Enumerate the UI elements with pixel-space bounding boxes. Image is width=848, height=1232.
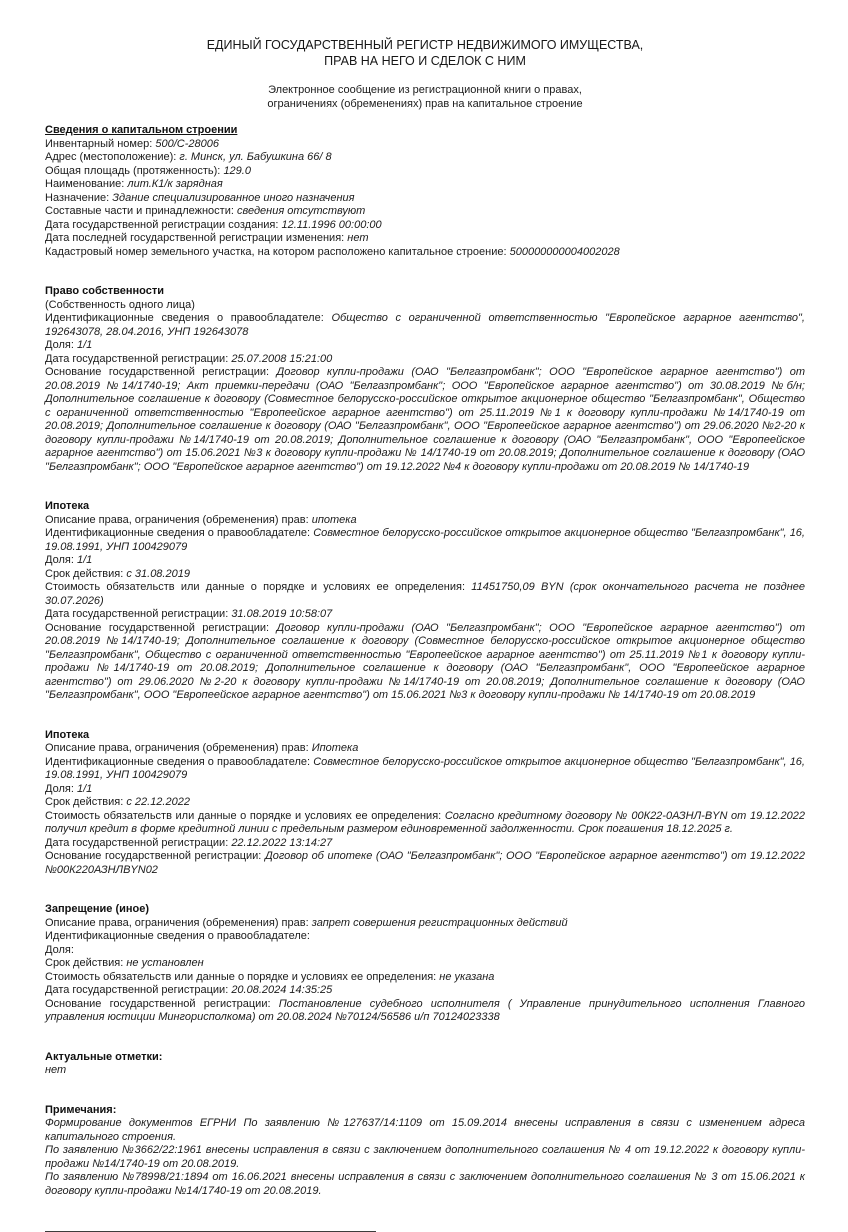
- field-row: [45, 366, 805, 474]
- field-value: Постановление судебного исполнителя ( Управление принудительного исполнения Главного управления юстиции Мингорисполкома) от 20.08.2024 №70124/56586 и/п 70124023338: [45, 997, 805, 1023]
- field-row: [45, 796, 805, 810]
- section-prohibition-other: [45, 903, 805, 1025]
- field-label: Основание государственной регистрации:: [45, 621, 270, 634]
- field-row: [45, 568, 805, 582]
- field-value: 25.07.2008 15:21:00: [231, 352, 333, 365]
- field-value: г. Минск, ул. Бабушкина 66/ 8: [179, 151, 332, 163]
- section-heading: Примечания:: [45, 1103, 117, 1116]
- field-value: Согласно кредитному договору № 00К22-0АЗНЛ-BYN от 19.12.2022 получил кредит в форме кредитной линии с предельным размером единовременной задолженности. Срок погашения 18.12.2025 г.: [45, 809, 806, 835]
- section-notes: [45, 1104, 805, 1199]
- field-row: [45, 957, 805, 971]
- section-mortgage-2: [45, 729, 805, 878]
- field-row: [45, 312, 805, 339]
- field-value: 31.08.2019 10:58:07: [231, 608, 333, 620]
- field-row: [45, 810, 805, 837]
- field-label: Основание государственной регистрации:: [45, 997, 271, 1010]
- field-row: [45, 554, 805, 568]
- field-value: Ипотека: [311, 742, 359, 754]
- registry-title-line1: ЕДИНЫЙ ГОСУДАРСТВЕННЫЙ РЕГИСТР НЕДВИЖИМОГО ИМУЩЕСТВА,: [206, 38, 644, 52]
- field-value: нет: [45, 1064, 67, 1076]
- field-row: [45, 151, 805, 165]
- field-row: [45, 984, 805, 998]
- field-label: Назначение:: [45, 191, 110, 204]
- field-value: Совместное белорусско-российское открытое акционерное общество "Белгазпромбанк", 16, 19.08.1991, УНП 100429079: [45, 755, 805, 781]
- field-row: [45, 514, 805, 528]
- field-value: не установлен: [126, 957, 204, 969]
- field-label: Дата государственной регистрации:: [45, 984, 229, 996]
- field-value: 1/1: [76, 782, 93, 795]
- field-row: [45, 178, 805, 192]
- section-mortgage-1: [45, 500, 805, 703]
- field-row: [45, 742, 805, 756]
- field-label: Срок действия:: [45, 957, 124, 969]
- field-row: [45, 527, 805, 554]
- field-label: Доля:: [45, 782, 74, 795]
- field-row: [45, 232, 805, 246]
- field-value: с 22.12.2022: [126, 796, 190, 808]
- field-value: нет: [347, 232, 369, 244]
- section-heading: Право собственности: [45, 285, 164, 297]
- field-row: [45, 608, 805, 622]
- field-value: 1/1: [76, 554, 93, 566]
- field-label: Описание права, ограничения (обременения) прав:: [45, 916, 309, 929]
- field-value: 500000000004002028: [509, 245, 620, 258]
- field-value: запрет совершения регистрационных действий: [311, 916, 568, 929]
- document-subtitle-line2: ограничениях (обременениях) прав на капитальное строение: [267, 98, 583, 110]
- note-line: По заявлению №3662/22:1961 внесены исправления в связи с заключением дополнительного соглашения № 4 от 19.12.2022 к договору купли-продажи №14/1740-19 от 20.08.2019.: [45, 1144, 805, 1170]
- field-label: Идентификационные сведения о правообладателе:: [45, 312, 324, 324]
- field-label: Инвентарный номер:: [45, 137, 153, 150]
- sections-container: [45, 124, 805, 1198]
- field-label: Описание права, ограничения (обременения) прав:: [45, 513, 309, 526]
- field-label: Дата государственной регистрации:: [45, 352, 229, 365]
- field-label: Адрес (местоположение):: [45, 151, 177, 163]
- field-label: Срок действия:: [45, 567, 124, 580]
- field-label: Описание права, ограничения (обременения) прав:: [45, 742, 309, 754]
- section-actual-marks: [45, 1051, 805, 1078]
- field-label: Основание государственной регистрации:: [45, 850, 262, 862]
- document-header: [45, 38, 805, 111]
- field-label: Стоимость обязательств или данные о порядке и условиях ее определения:: [45, 809, 442, 822]
- field-row: [45, 998, 805, 1025]
- field-value: 11451750,09 BYN (срок окончательного расчета не позднее 30.07.2026): [45, 581, 806, 607]
- section-capital-structure-info: [45, 124, 805, 259]
- registry-title-line2: ПРАВ НА НЕГО И СДЕЛОК С НИМ: [324, 53, 526, 68]
- document-subtitle: [45, 83, 805, 111]
- field-row: [45, 622, 805, 703]
- field-row: [45, 246, 805, 260]
- field-row: [45, 192, 805, 206]
- field-label: Дата государственной регистрации:: [45, 836, 229, 849]
- field-value: 20.08.2024 14:35:25: [231, 984, 333, 996]
- field-label: Срок действия:: [45, 796, 124, 808]
- field-value: 129.0: [223, 164, 251, 177]
- field-label: Стоимость обязательств или данные о порядке и условиях ее определения:: [45, 970, 437, 983]
- section-subheading: (Собственность одного лица): [45, 298, 195, 311]
- section-ownership-right: [45, 285, 805, 474]
- field-value: Договор купли-продажи (ОАО "Белгазпромбанк"; ООО "Европейское аграрное агентство") от 20.08.2019 №14/1740-19; Акт приемки-передачи (ОАО "Белгазпромбанк"; ООО "Европейское аграрное агентство") от 30.08.2019 №б/н; Дополнительное соглашение к договору (Совместное белорусско-российское открытое акционерное общество "Белгазпромбанк", Общество с ограниченной ответственностью "Европеейское аграрное агентство") от 25.11.2019 №1 к договору купли-продажи №14/1740-19 от 20.08.2019; Дополнительное соглашение к договору (ОАО "Белгазпромбанк", ООО "Европеейское аграрное агентство") от 29.06.2020 №2-20 к договору купли-продажи №14/1740-19 от 20.08.2019; Дополнительное соглашение к договору (ОАО "Белгазпромбанк", ООО "Европеейское аграрное агентство") от 15.06.2021 №3 к договору купли-продажи № 14/1740-19 от 20.08.2019; Дополнительное соглашение к договору (ОАО "Белгазпромбанк"; ООО "Европейское аграрное агентство") от 19.12.2022 №4 к договору купли-продажи от 20.08.2019 № 14/1740-19: [45, 366, 805, 473]
- field-row: [45, 165, 805, 179]
- field-label: Стоимость обязательств или данные о порядке и условиях ее определения:: [45, 581, 466, 593]
- document-subtitle-line1: Электронное сообщение из регистрационной книги о правах,: [268, 84, 582, 96]
- field-value: Общество с ограниченной ответственностью "Европейское аграрное агентство", 192643078, 28.04.2016, УНП 192643078: [45, 312, 805, 338]
- field-value: с 31.08.2019: [126, 567, 190, 580]
- field-value: 500/С-28006: [155, 137, 219, 150]
- section-heading: Ипотека: [45, 728, 90, 741]
- field-value: не указана: [439, 970, 495, 983]
- field-row: [45, 850, 805, 877]
- section-heading: Актуальные отметки:: [45, 1050, 163, 1063]
- field-value: Договор купли-продажи (ОАО "Белгазпромбанк"; ООО "Европейское аграрное агентство") от 20.08.2019 №14/1740-19; Дополнительное соглашение к договору (Совместное белорусско-российское открытое акционерное общество "Белгазпромбанк", Общество с ограниченной ответственностью "Европеейское аграрное агентство") от 25.11.2019 №1 к договору купли-продажи №14/1740-19 от 20.08.2019; Дополнительное соглашение к договору (ОАО "Белгазпромбанк", ООО "Европеейское аграрное агентство") от 29.06.2020 №2-20 к договору купли-продажи №14/1740-19 от 20.08.2019; Дополнительное соглашение к договору (ОАО "Белгазпромбанк", ООО "Европеейское аграрное агентство") от 15.06.2021 №3 к договору купли-продажи № 14/1740-19 от 20.08.2019: [45, 621, 805, 701]
- field-row: [45, 138, 805, 152]
- field-row: [45, 339, 805, 353]
- field-label: Дата государственной регистрации создания:: [45, 218, 279, 231]
- field-label: Идентификационные сведения о правообладателе:: [45, 930, 310, 942]
- field-row: [45, 783, 805, 797]
- field-value: 1/1: [76, 339, 93, 351]
- field-value: ипотека: [311, 513, 357, 526]
- field-label: Идентификационные сведения о правообладателе:: [45, 755, 311, 768]
- field-label: Доля:: [45, 943, 74, 956]
- field-label: Кадастровый номер земельного участка, на котором расположено капитальное строение:: [45, 245, 507, 258]
- field-value: Договор об ипотеке (ОАО "Белгазпромбанк"; ООО "Европейское аграрное агентство") от 19.12.2022 №00К220АЗНЛBYN02: [45, 850, 806, 876]
- field-label: Дата государственной регистрации:: [45, 608, 229, 620]
- field-row: [45, 219, 805, 233]
- section-heading: Запрещение (иное): [45, 903, 150, 915]
- field-row: [45, 971, 805, 985]
- field-row: [45, 581, 805, 608]
- section-heading: Ипотека: [45, 500, 90, 512]
- field-value: сведения отсутствуют: [236, 205, 366, 217]
- field-label: Наименование:: [45, 178, 125, 190]
- field-value: Здание специализированное иного назначения: [112, 191, 355, 204]
- section-heading: Сведения о капитальном строении: [45, 124, 238, 136]
- field-label: Общая площадь (протяженность):: [45, 164, 221, 177]
- field-label: Доля:: [45, 339, 74, 351]
- field-value: Совместное белорусско-российское открытое акционерное общество "Белгазпромбанк", 16, 19.08.1991, УНП 100429079: [45, 527, 805, 553]
- field-row: [45, 837, 805, 851]
- field-row: [45, 1064, 805, 1078]
- field-value: 22.12.2022 13:14:27: [231, 836, 333, 849]
- field-label: Составные части и принадлежности:: [45, 205, 234, 217]
- note-line: Формирование документов ЕГРНИ По заявлению №127637/14:1109 от 15.09.2014 внесены исправления в связи с изменением адреса капитального строения.: [45, 1117, 805, 1143]
- field-label: Доля:: [45, 554, 74, 566]
- field-row: [45, 756, 805, 783]
- field-row: [45, 353, 805, 367]
- field-label: Основание государственной регистрации:: [45, 366, 270, 378]
- field-value: лит.К1/к зарядная: [127, 178, 223, 190]
- field-row: [45, 917, 805, 931]
- field-label: Дата последней государственной регистрации изменения:: [45, 232, 345, 244]
- field-row: [45, 930, 805, 944]
- note-line: По заявлению №78998/21:1894 от 16.06.2021 внесены исправления в связи с заключением дополнительного соглашения № 3 от 15.06.2021 к договору купли-продажи №14/1740-19 от 20.08.2019.: [45, 1171, 805, 1197]
- field-value: 12.11.1996 00:00:00: [281, 218, 382, 231]
- field-row: [45, 944, 805, 958]
- field-row: [45, 205, 805, 219]
- field-label: Идентификационные сведения о правообладателе:: [45, 527, 311, 539]
- registry-title: [45, 38, 805, 69]
